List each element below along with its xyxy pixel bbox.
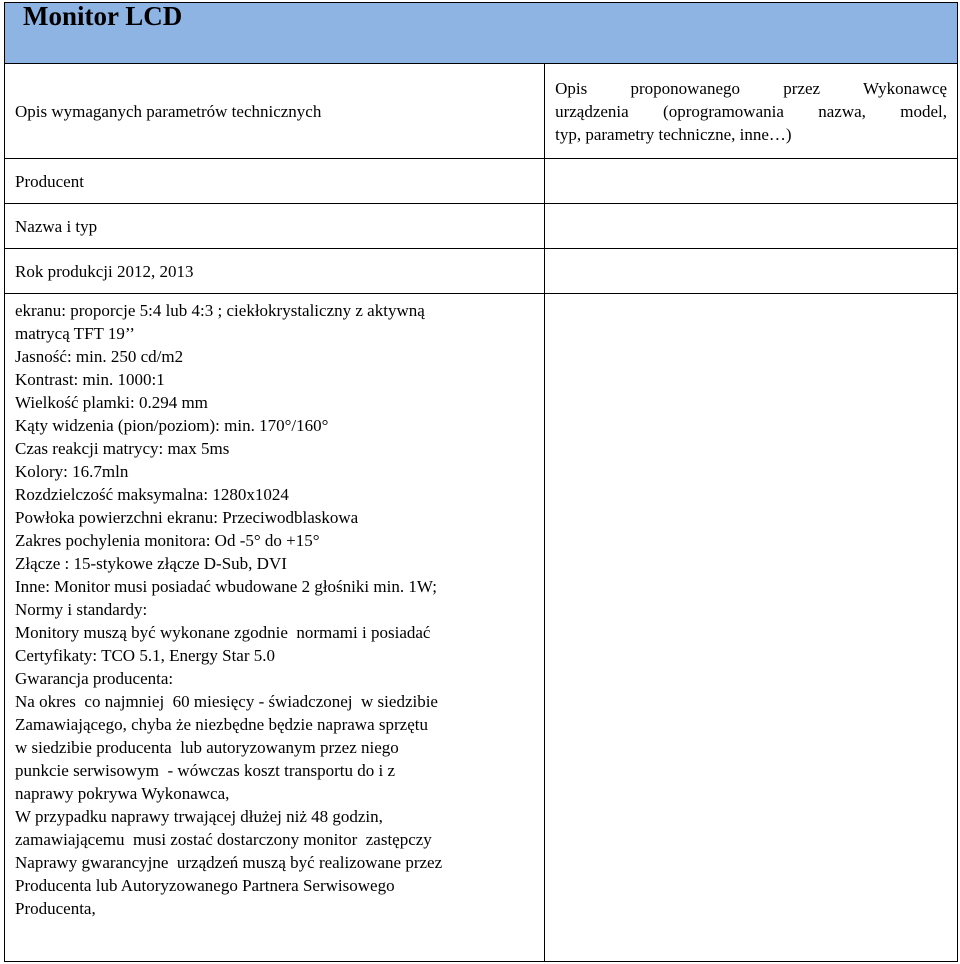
row-label-rok-produkcji: Rok produkcji 2012, 2013 bbox=[5, 249, 545, 294]
column-header-right-line-1: Opis proponowanego przez Wykonawcę bbox=[555, 78, 947, 98]
spec-line: Producenta, bbox=[15, 899, 96, 918]
spec-line: Producenta lub Autoryzowanego Partnera Serwisowego bbox=[15, 876, 395, 895]
column-header-right bbox=[545, 64, 958, 159]
row-value-rok-produkcji bbox=[545, 249, 958, 294]
row-value-nazwa-i-typ bbox=[545, 204, 958, 249]
spec-line: Złącze : 15-stykowe złącze D-Sub, DVI bbox=[15, 554, 287, 573]
spec-line: Czas reakcji matrycy: max 5ms bbox=[15, 439, 230, 458]
spec-line: ekranu: proporcje 5:4 lub 4:3 ; ciekłokrystaliczny z aktywną bbox=[15, 301, 425, 320]
table-row bbox=[5, 249, 958, 294]
spec-line: Gwarancja producenta: bbox=[15, 669, 174, 688]
spec-line: Zakres pochylenia monitora: Od -5° do +15° bbox=[15, 531, 320, 550]
spec-line: Monitory muszą być wykonane zgodnie normami i posiadać bbox=[15, 623, 431, 642]
spec-line: zamawiającemu musi zostać dostarczony monitor zastępczy bbox=[15, 830, 432, 849]
spec-line: W przypadku naprawy trwającej dłużej niż 48 godzin, bbox=[15, 807, 383, 826]
spec-line: Inne: Monitor musi posiadać wbudowane 2 głośniki min. 1W; bbox=[15, 577, 437, 596]
spec-line: Zamawiającego, chyba że niezbędne będzie naprawa sprzętu bbox=[15, 715, 428, 734]
table-row bbox=[5, 159, 958, 204]
column-header-right-line-2: urządzenia (oprogramowania nazwa, model, bbox=[555, 101, 947, 121]
spec-line: Na okres co najmniej 60 miesięcy - świadczonej w siedzibie bbox=[15, 692, 438, 711]
row-value-producent bbox=[545, 159, 958, 204]
row-label-nazwa-i-typ: Nazwa i typ bbox=[5, 204, 545, 249]
column-header-left: Opis wymaganych parametrów technicznych bbox=[5, 64, 545, 159]
table-row-specs bbox=[5, 294, 958, 962]
spec-line: Kąty widzenia (pion/poziom): min. 170°/160° bbox=[15, 416, 329, 435]
spec-line: naprawy pokrywa Wykonawca, bbox=[15, 784, 230, 803]
spec-line: Wielkość plamki: 0.294 mm bbox=[15, 393, 208, 412]
spec-table bbox=[4, 2, 958, 962]
spec-description bbox=[5, 294, 545, 962]
spec-value bbox=[545, 294, 958, 962]
column-header-row bbox=[5, 64, 958, 159]
spec-line: w siedzibie producenta lub autoryzowanym przez niego bbox=[15, 738, 399, 757]
table-row bbox=[5, 204, 958, 249]
spec-line: Kolory: 16.7mln bbox=[15, 462, 129, 481]
spec-line: matrycą TFT 19’’ bbox=[15, 324, 135, 343]
spec-line: Jasność: min. 250 cd/m2 bbox=[15, 347, 184, 366]
title-row bbox=[5, 3, 958, 64]
spec-line: Naprawy gwarancyjne urządzeń muszą być realizowane przez bbox=[15, 853, 443, 872]
spec-line: Certyfikaty: TCO 5.1, Energy Star 5.0 bbox=[15, 646, 276, 665]
row-label-producent: Producent bbox=[5, 159, 545, 204]
spec-line: punkcie serwisowym - wówczas koszt transportu do i z bbox=[15, 761, 396, 780]
spec-line: Kontrast: min. 1000:1 bbox=[15, 370, 165, 389]
spec-line: Rozdzielczość maksymalna: 1280x1024 bbox=[15, 485, 289, 504]
column-header-right-line-3: typ, parametry techniczne, inne…) bbox=[555, 124, 792, 144]
spec-line: Normy i standardy: bbox=[15, 600, 148, 619]
spec-line: Powłoka powierzchni ekranu: Przeciwodblaskowa bbox=[15, 508, 359, 527]
table-title: Monitor LCD bbox=[5, 3, 958, 64]
